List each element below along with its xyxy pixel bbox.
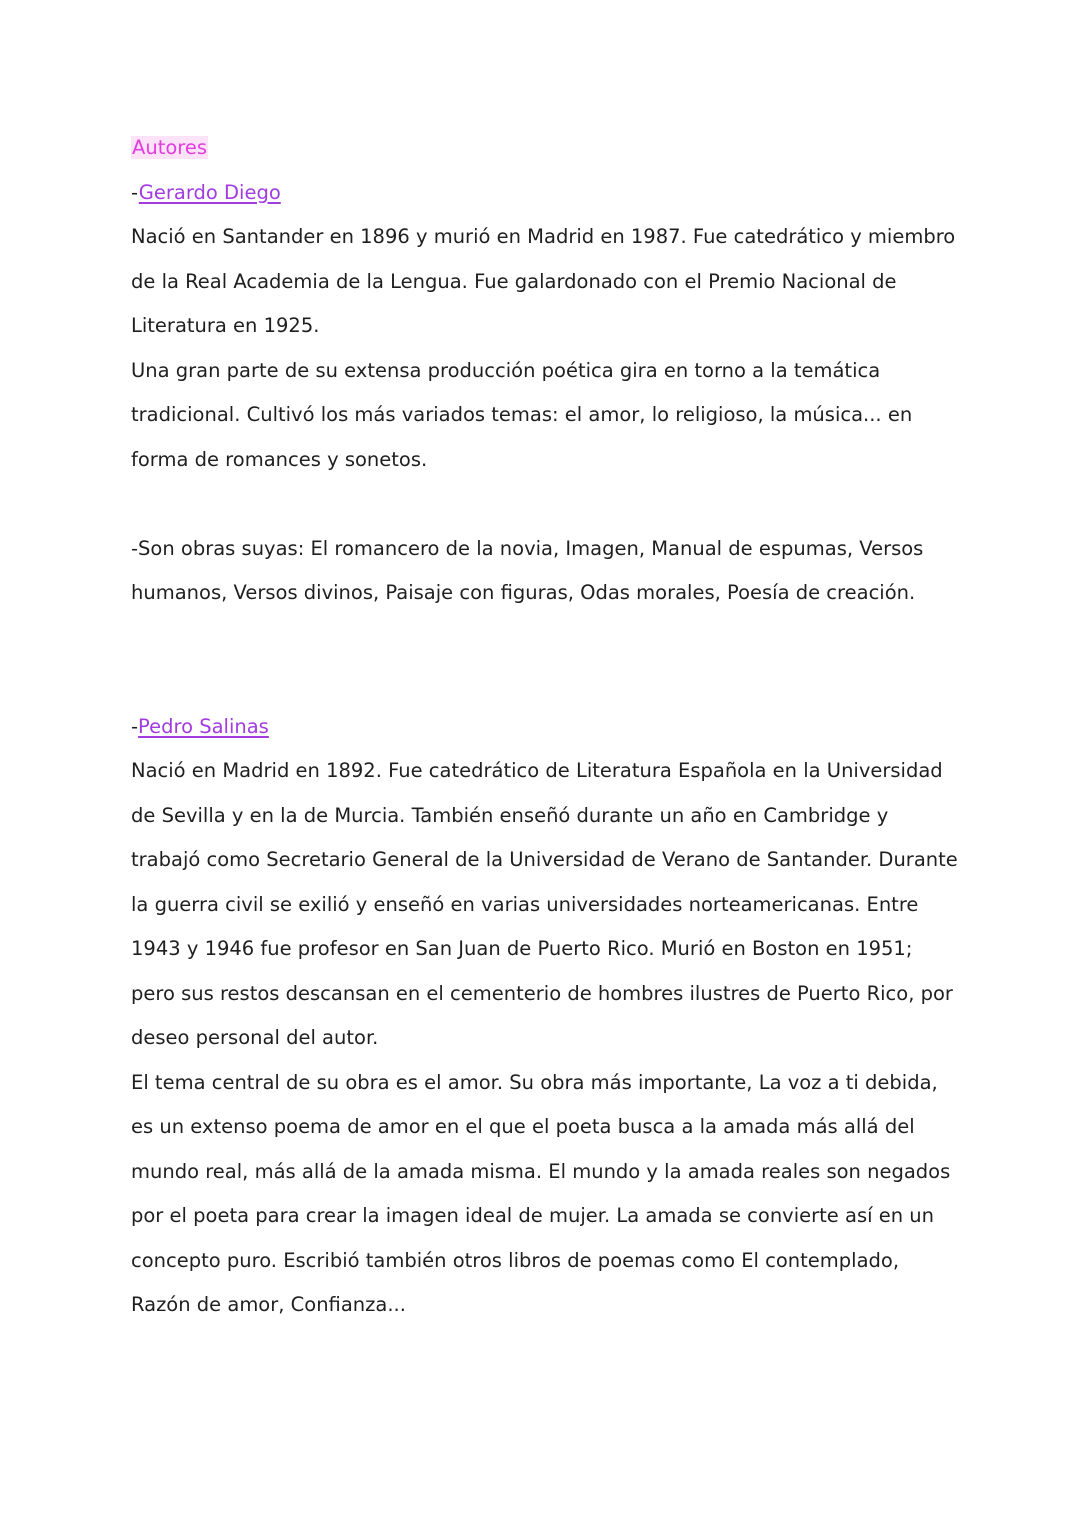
text-line: Nació en Madrid en 1892. Fue catedrático de Literatura Española en la Universidad — [131, 759, 943, 782]
author-heading-line — [131, 171, 961, 216]
text-line: Una gran parte de su extensa producción poética gira en torno a la temática — [131, 358, 881, 382]
author-section-gerardo-diego — [131, 171, 961, 616]
spacer — [131, 616, 961, 661]
author-dash: - — [131, 180, 139, 204]
text-line: pero sus restos descansan en el cementerio de hombres ilustres de Puerto Rico, por — [131, 981, 953, 1005]
text-line: El tema central de su obra es el amor. Su obra más importante, La voz a ti debida, — [131, 1070, 938, 1094]
text-line: la guerra civil se exilió y enseñó en varias universidades norteamericanas. Entre — [131, 892, 919, 916]
text-line: de la Real Academia de la Lengua. Fue galardonado con el Premio Nacional de — [131, 269, 897, 293]
author-dash: - — [131, 714, 139, 738]
spacer — [131, 660, 961, 705]
text-line: 1943 y 1946 fue profesor en San Juan de Puerto Rico. Murió en Boston en 1951; — [131, 937, 913, 960]
author-heading-line — [131, 705, 961, 750]
text-line: es un extenso poema de amor en el que el poeta busca a la amada más allá del — [131, 1115, 915, 1138]
spacer — [131, 482, 961, 527]
section-heading-line — [131, 126, 961, 171]
text-line: forma de romances y sonetos. — [131, 447, 428, 471]
bio-paragraph — [131, 749, 961, 1061]
author-link-gerardo-diego[interactable]: Gerardo Diego — [138, 180, 281, 204]
document-page — [131, 126, 961, 1328]
text-line: -Son obras suyas: El romancero de la novia, Imagen, Manual de espumas, Versos — [131, 536, 924, 560]
text-line: mundo real, más allá de la amada misma. El mundo y la amada reales son negados — [131, 1159, 951, 1183]
text-line: de Sevilla y en la de Murcia. También enseñó durante un año en Cambridge y — [131, 803, 889, 827]
author-link-pedro-salinas[interactable]: Pedro Salinas — [138, 714, 269, 738]
text-line: Literatura en 1925. — [131, 314, 320, 337]
author-section-pedro-salinas — [131, 705, 961, 1328]
themes-paragraph — [131, 349, 961, 483]
text-line: humanos, Versos divinos, Paisaje con figuras, Odas morales, Poesía de creación. — [131, 581, 916, 604]
works-paragraph — [131, 527, 961, 616]
section-heading: Autores — [132, 136, 208, 159]
text-line: por el poeta para crear la imagen ideal de mujer. La amada se convierte así en un — [131, 1204, 934, 1227]
text-line: Nació en Santander en 1896 y murió en Madrid en 1987. Fue catedrático y miembro — [131, 225, 956, 248]
text-line: tradicional. Cultivó los más variados temas: el amor, lo religioso, la música... en — [131, 403, 913, 426]
text-line: trabajó como Secretario General de la Universidad de Verano de Santander. Durante — [131, 848, 958, 871]
text-line: concepto puro. Escribió también otros libros de poemas como El contemplado, — [131, 1248, 900, 1272]
bio-paragraph — [131, 215, 961, 349]
text-line: deseo personal del autor. — [131, 1026, 379, 1049]
themes-paragraph — [131, 1061, 961, 1328]
text-line: Razón de amor, Confianza... — [131, 1293, 406, 1316]
